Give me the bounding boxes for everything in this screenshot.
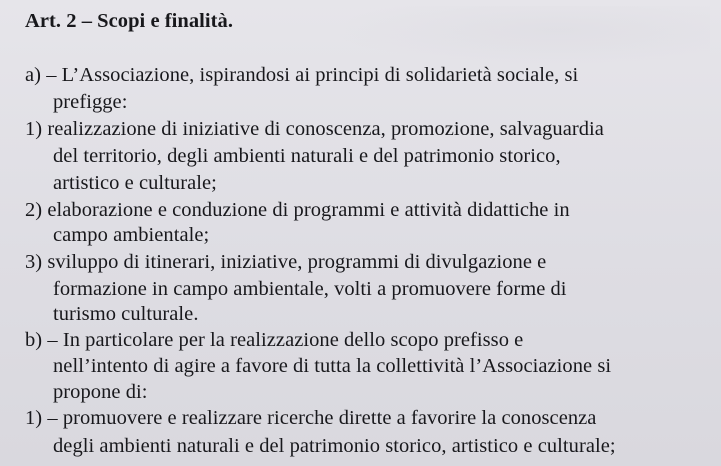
paper-show-through xyxy=(330,6,710,66)
text-line-5: artistico e culturale; xyxy=(53,172,217,194)
text-line-14: 1) – promuovere e realizzare ricerche dirette a favorire la conoscenza xyxy=(25,407,597,429)
article-title: Art. 2 – Scopi e finalità. xyxy=(25,10,233,32)
text-line-7: campo ambientale; xyxy=(53,224,210,246)
text-line-4: del territorio, degli ambienti naturali e del patrimonio storico, xyxy=(53,145,561,167)
text-line-6: 2) elaborazione e conduzione di programmi e attività didattiche in xyxy=(25,199,570,221)
text-line-3: 1) realizzazione di iniziative di conoscenza, promozione, salvaguardia xyxy=(25,118,604,140)
text-line-8: 3) sviluppo di itinerari, iniziative, programmi di divulgazione e xyxy=(25,251,547,273)
text-line-9: formazione in campo ambientale, volti a promuovere forme di xyxy=(53,278,567,300)
text-line-15: degli ambienti naturali e del patrimonio storico, artistico e culturale; xyxy=(53,435,616,457)
text-line-10: turismo culturale. xyxy=(53,303,199,325)
text-line-11: b) – In particolare per la realizzazione dello scopo prefisso e xyxy=(25,329,524,351)
text-line-1: a) – L’Associazione, ispirandosi ai principi di solidarietà sociale, si xyxy=(25,64,579,86)
text-line-12: nell’intento di agire a favore di tutta la collettività l’Associazione si xyxy=(53,355,612,377)
text-line-13: propone di: xyxy=(53,381,148,403)
text-line-2: prefigge: xyxy=(53,91,128,113)
